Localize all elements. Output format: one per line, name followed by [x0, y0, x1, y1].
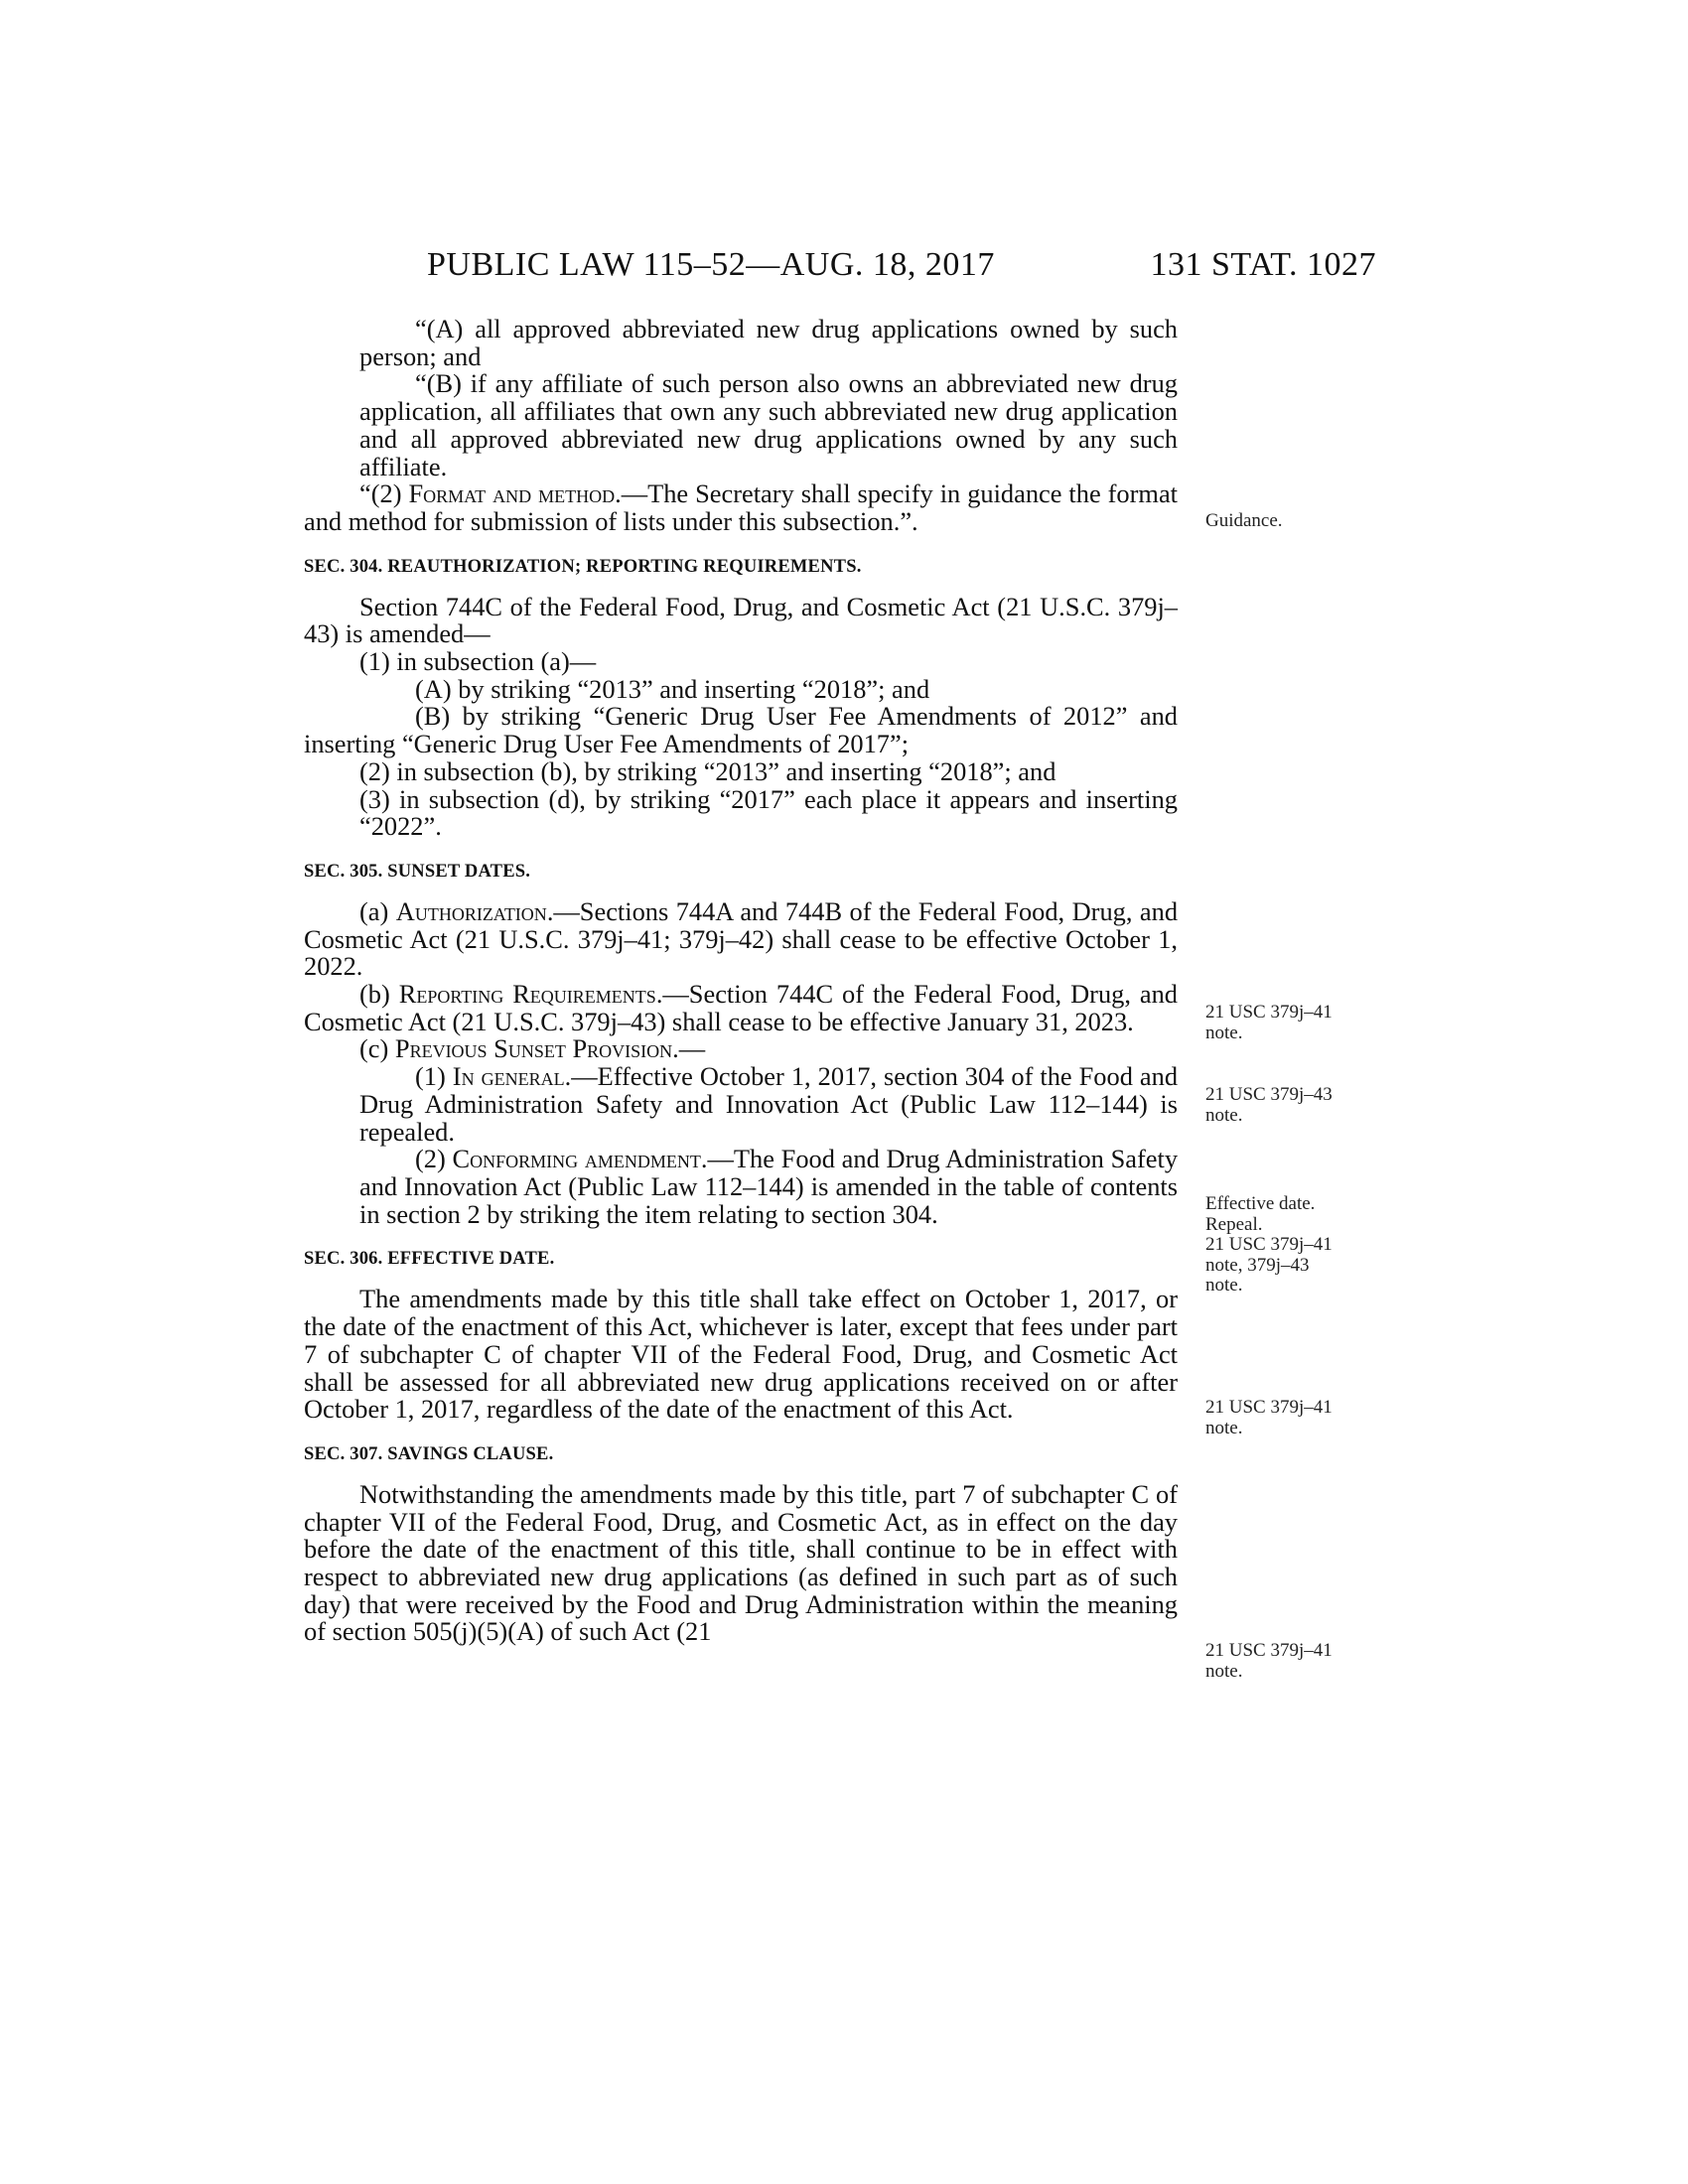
- sec-304-item-1: (1) in subsection (a)—: [359, 646, 597, 677]
- margin-note-line: note.: [1205, 1660, 1243, 1682]
- sec-307-text: Notwithstanding the amendments made by this title, part 7 of subchapter C of chapter VII of the Federal Food, Drug, and Cosmetic Act, as in effect on the day before the date of the enactment of this title, shall continue to be in effect with respect to abbreviated new drug applications (as defined in such part as of such day) that were received by the Food and Drug Administration within the meaning of section 505(j)(5)(A) of such Act (21: [304, 1478, 1178, 1647]
- running-head-law: PUBLIC LAW 115–52—AUG. 18, 2017: [427, 246, 995, 283]
- margin-note-line: 21 USC 379j–41: [1205, 1397, 1333, 1418]
- cont-item-b: “(B) if any affiliate of such person also owns an abbreviated new drug application, all affiliates that own any such abbreviated new drug application and all approved abbreviated new drug applications owned by any such affiliate.: [359, 368, 1178, 481]
- sec-305-b: [304, 981, 1178, 1035]
- margin-note-307: [1205, 1641, 1384, 1682]
- sec-305-c1-label: In general: [452, 1061, 565, 1092]
- margin-note-305c: [1205, 1194, 1384, 1297]
- margin-note-305b: [1205, 1085, 1384, 1126]
- margin-note-line: Effective date.: [1205, 1193, 1316, 1214]
- margin-note-line: 21 USC 379j–41: [1205, 1234, 1333, 1256]
- margin-note-line: 21 USC 379j–43: [1205, 1084, 1333, 1105]
- sec-307-heading: SEC. 307. SAVINGS CLAUSE.: [304, 1443, 554, 1464]
- margin-note-guidance-text: Guidance.: [1205, 510, 1283, 531]
- margin-note-line: note.: [1205, 1275, 1243, 1297]
- sec-304-item-1a: (A) by striking “2013” and inserting “2018”; and: [415, 673, 930, 704]
- sec-304-heading: SEC. 304. REAUTHORIZATION; REPORTING REQUIREMENTS.: [304, 556, 862, 577]
- sec-305-c2-text: .—The Food and Drug Administration Safety and Innovation Act (Public Law 112–144) is amended in the table of contents in section 2 by striking the item relating to section 304.: [359, 1144, 1179, 1229]
- sec-305-c1-text: .—Effective October 1, 2017, section 304 of the Food and Drug Administration Safety and Innovation Act (Public Law 112–144) is repealed.: [359, 1061, 1179, 1147]
- sec-306-text: The amendments made by this title shall take effect on October 1, 2017, or the date of the enactment of this Act, whichever is later, except that fees under part 7 of subchapter C of chapter VII of the Federal Food, Drug, and Cosmetic Act shall be assessed for all abbreviated new drug applications received on or after October 1, 2017, regardless of the date of the enactment of this Act.: [304, 1284, 1178, 1425]
- cont-format-method: [304, 480, 1178, 535]
- sec-305-c-open: (c): [359, 1033, 395, 1064]
- margin-note-line: 21 USC 379j–41: [1205, 1002, 1333, 1023]
- margin-note-line: 21 USC 379j–41: [1205, 1640, 1333, 1661]
- margin-note-306: [1205, 1398, 1384, 1438]
- sec-305-heading: SEC. 305. SUNSET DATES.: [304, 861, 531, 882]
- sec-305-c2-open: (2): [415, 1144, 453, 1174]
- cont-format-label: Format and method: [408, 478, 616, 509]
- sec-305-a-label: Authorization: [395, 895, 547, 926]
- margin-note-line: note.: [1205, 1022, 1243, 1043]
- page-header: [298, 246, 1376, 286]
- sec-305-c2-label: Conforming amendment: [452, 1144, 701, 1174]
- cont-format-open: “(2): [359, 478, 409, 509]
- sec-305-c2: [304, 1146, 1178, 1228]
- margin-note-line: note.: [1205, 1104, 1243, 1126]
- sec-305-a-open: (a): [359, 895, 396, 926]
- sec-305-a-text: .—Sections 744A and 744B of the Federal Food, Drug, and Cosmetic Act (21 U.S.C. 379j–41; 379j–42) shall cease to be effective October 1, 2022.: [304, 895, 1179, 982]
- margin-note-line: Repeal.: [1205, 1213, 1263, 1235]
- sec-304-intro: Section 744C of the Federal Food, Drug, and Cosmetic Act (21 U.S.C. 379j–43) is amended—: [304, 591, 1178, 649]
- sec-306-heading: SEC. 306. EFFECTIVE DATE.: [304, 1249, 555, 1270]
- sec-304-item-1b: (B) by striking “Generic Drug User Fee Amendments of 2012” and inserting “Generic Drug User Fee Amendments of 2017”;: [304, 701, 1178, 759]
- margin-note-line: note, 379j–43: [1205, 1254, 1310, 1276]
- sec-305-c1-open: (1): [415, 1061, 453, 1092]
- sec-305-c: [304, 1035, 1178, 1063]
- sec-305-a: [304, 895, 1179, 982]
- sec-305-c-text: .—: [672, 1033, 706, 1064]
- running-head-stat: 131 STAT. 1027: [1150, 246, 1376, 283]
- sec-304-item-2: (2) in subsection (b), by striking “2013” and inserting “2018”; and: [359, 755, 1056, 786]
- margin-note-line: note.: [1205, 1417, 1243, 1438]
- cont-item-a: “(A) all approved abbreviated new drug applications owned by such person; and: [359, 314, 1178, 371]
- sec-305-c1: [304, 1063, 1178, 1146]
- cont-format-text: .—The Secretary shall specify in guidance the format and method for submission of lists under this subsection.”.: [304, 478, 1178, 536]
- sec-305-c-label: Previous Sunset Provision: [394, 1033, 673, 1064]
- sec-305-b-label: Reporting Requirements: [398, 979, 656, 1010]
- body-text: [304, 316, 1178, 1646]
- sec-305-b-open: (b): [359, 979, 399, 1010]
- margin-note-305a: [1205, 1003, 1384, 1043]
- sec-305-b-text: .—Section 744C of the Federal Food, Drug, and Cosmetic Act (21 U.S.C. 379j–43) shall cease to be effective January 31, 2023.: [304, 979, 1178, 1036]
- sec-304-item-3: (3) in subsection (d), by striking “2017” each place it appears and inserting “2022”.: [359, 783, 1178, 842]
- margin-note-guidance: [1205, 511, 1384, 532]
